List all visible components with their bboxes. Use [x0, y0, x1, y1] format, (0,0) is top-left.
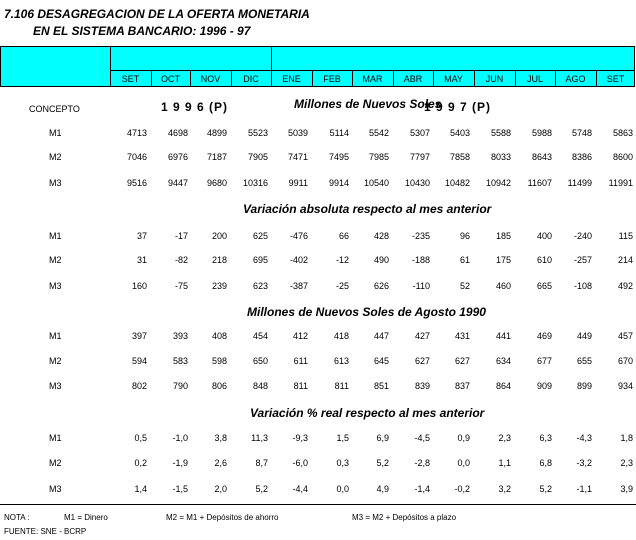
row-label: M2: [49, 356, 62, 366]
table-cell: 0,2: [134, 458, 147, 468]
row-label: M2: [49, 458, 62, 468]
table-cell: 31: [136, 255, 147, 265]
table-cell: -6,0: [292, 458, 308, 468]
table-cell: -9,3: [292, 433, 308, 443]
row-label: M2: [49, 255, 62, 265]
month-divider: [151, 70, 152, 87]
table-cell: 677: [536, 356, 552, 366]
table-cell: 11499: [567, 178, 592, 188]
table-cell: 11,3: [251, 433, 268, 443]
header-bottom-border: [0, 86, 635, 87]
table-cell: 5,2: [255, 484, 268, 494]
table-cell: 8600: [612, 152, 633, 162]
table-cell: 5588: [490, 128, 511, 138]
table-cell: 2,3: [620, 458, 633, 468]
table-cell: 449: [576, 331, 592, 341]
section-title: Variación % real respecto al mes anterior: [250, 406, 485, 420]
table-cell: 412: [292, 331, 308, 341]
table-cell: 218: [211, 255, 227, 265]
table-cell: 627: [454, 356, 470, 366]
table-cell: 5,2: [376, 458, 389, 468]
table-cell: -110: [412, 281, 430, 291]
table-cell: 9914: [328, 178, 349, 188]
table-cell: 8,7: [255, 458, 268, 468]
table-cell: 428: [373, 231, 389, 241]
table-cell: 66: [338, 231, 349, 241]
table-cell: 2,6: [214, 458, 227, 468]
table-cell: 665: [536, 281, 552, 291]
table-cell: 5307: [409, 128, 430, 138]
section-title: Millones de Nuevos Soles de Agosto 1990: [247, 305, 486, 319]
table-cell: 1,4: [134, 484, 147, 494]
table-cell: 5542: [368, 128, 389, 138]
table-cell: 431: [454, 331, 470, 341]
table-cell: 6,9: [376, 433, 389, 443]
table-cell: 0,9: [457, 433, 470, 443]
note-m3: M3 = M2 + Depósitos a plazo: [352, 513, 457, 522]
table-cell: 6,3: [539, 433, 552, 443]
table-cell: 7471: [287, 152, 308, 162]
table-cell: -82: [174, 255, 188, 265]
note-label: NOTA :: [4, 513, 30, 522]
table-cell: 811: [334, 381, 349, 391]
section-title: Variación absoluta respecto al mes anterior: [243, 202, 492, 216]
table-cell: 1,1: [498, 458, 511, 468]
table-cell: 457: [617, 331, 633, 341]
table-cell: 160: [131, 281, 147, 291]
table-cell: 5039: [287, 128, 308, 138]
table-cell: 4899: [206, 128, 227, 138]
table-cell: 200: [211, 231, 227, 241]
table-cell: 583: [172, 356, 188, 366]
table-cell: -402: [289, 255, 308, 265]
month-divider: [231, 70, 232, 87]
table-cell: 611: [293, 356, 308, 366]
header-top-border: [0, 46, 635, 47]
row-label: M3: [49, 281, 62, 291]
month-header: NOV: [200, 74, 221, 84]
table-cell: 3,8: [214, 433, 227, 443]
month-header: ABR: [403, 74, 423, 84]
table-cell: -108: [573, 281, 592, 291]
table-cell: -0,2: [454, 484, 470, 494]
month-divider: [515, 70, 516, 87]
table-cell: 11991: [608, 178, 633, 188]
table-cell: 864: [495, 381, 511, 391]
table-cell: 469: [536, 331, 552, 341]
table-cell: 7858: [449, 152, 470, 162]
table-cell: 909: [536, 381, 552, 391]
month-divider: [596, 70, 597, 87]
month-divider: [352, 70, 353, 87]
table-cell: 418: [333, 331, 349, 341]
row-label: M1: [49, 231, 62, 241]
table-cell: 655: [576, 356, 592, 366]
table-cell: 4698: [167, 128, 188, 138]
table-cell: 1,5: [336, 433, 349, 443]
table-cell: -235: [411, 231, 430, 241]
table-cell: 0,0: [457, 458, 470, 468]
table-cell: 610: [536, 255, 552, 265]
table-cell: -257: [573, 255, 592, 265]
table-cell: 6976: [167, 152, 188, 162]
note-m2: M2 = M1 + Depósitos de ahorro: [166, 513, 279, 522]
source-note: FUENTE: SNE - BCRP: [4, 527, 87, 536]
row-label: M2: [49, 152, 62, 162]
table-cell: 0,3: [336, 458, 349, 468]
header-left-border: [0, 46, 1, 87]
table-cell: 837: [454, 381, 470, 391]
table-cell: 594: [131, 356, 147, 366]
table-cell: 934: [617, 381, 633, 391]
table-cell: 447: [373, 331, 389, 341]
section-title: Millones de Nuevos Soles: [294, 97, 442, 111]
table-cell: 8033: [490, 152, 511, 162]
table-cell: 7495: [328, 152, 349, 162]
table-cell: -1,9: [172, 458, 188, 468]
table-cell: 397: [131, 331, 147, 341]
table-cell: -2,8: [414, 458, 430, 468]
table-cell: 5,2: [539, 484, 552, 494]
table-cell: -4,5: [414, 433, 430, 443]
table-cell: 3,9: [620, 484, 633, 494]
table-cell: 650: [252, 356, 268, 366]
table-cell: 175: [495, 255, 511, 265]
table-cell: -387: [289, 281, 308, 291]
table-cell: 393: [172, 331, 188, 341]
table-cell: 10430: [404, 178, 430, 188]
table-cell: 52: [459, 281, 470, 291]
table-cell: 670: [617, 356, 633, 366]
table-cell: 96: [459, 231, 470, 241]
table-cell: 7797: [409, 152, 430, 162]
table-cell: -12: [335, 255, 349, 265]
table-cell: 10540: [363, 178, 389, 188]
month-divider: [190, 70, 191, 87]
table-cell: 5748: [571, 128, 592, 138]
table-cell: 454: [252, 331, 268, 341]
row-label: M3: [49, 178, 62, 188]
month-header: DIC: [243, 74, 259, 84]
table-cell: 8643: [531, 152, 552, 162]
month-divider: [312, 70, 313, 87]
table-cell: 441: [495, 331, 511, 341]
table-cell: -1,1: [576, 484, 592, 494]
table-cell: 9516: [126, 178, 147, 188]
table-cell: 11607: [527, 178, 552, 188]
month-divider: [555, 70, 556, 87]
month-header: ENE: [282, 74, 301, 84]
table-cell: 626: [373, 281, 389, 291]
table-cell: 9911: [288, 178, 308, 188]
table-cell: 9447: [167, 178, 188, 188]
table-cell: 490: [373, 255, 389, 265]
table-cell: 848: [252, 381, 268, 391]
table-cell: -3,2: [576, 458, 592, 468]
table-cell: 7985: [368, 152, 389, 162]
table-cell: 408: [211, 331, 227, 341]
table-cell: -1,4: [414, 484, 430, 494]
header-year-divider: [110, 70, 635, 71]
table-cell: 6,8: [539, 458, 552, 468]
table-cell: 645: [373, 356, 389, 366]
row-label: M1: [49, 433, 62, 443]
table-cell: -240: [573, 231, 592, 241]
table-cell: 5988: [531, 128, 552, 138]
month-header: FEB: [323, 74, 341, 84]
row-label: M3: [49, 484, 62, 494]
table-cell: -75: [174, 281, 188, 291]
table-cell: 460: [495, 281, 511, 291]
table-cell: 5114: [329, 128, 349, 138]
note-m1: M1 = Dinero: [64, 513, 108, 522]
footer-divider: [0, 504, 636, 505]
table-cell: 492: [617, 281, 633, 291]
month-header: JUN: [485, 74, 504, 84]
table-cell: 623: [252, 281, 268, 291]
table-cell: 115: [618, 231, 633, 241]
table-cell: 10482: [444, 178, 470, 188]
table-cell: 185: [495, 231, 511, 241]
table-cell: -4,4: [292, 484, 308, 494]
table-cell: 7905: [247, 152, 268, 162]
table-cell: -1,5: [172, 484, 188, 494]
table-cell: 802: [131, 381, 147, 391]
table-cell: -17: [174, 231, 188, 241]
row-label: M1: [49, 128, 62, 138]
table-cell: 625: [252, 231, 268, 241]
table-cell: 10316: [242, 178, 268, 188]
table-cell: 7187: [206, 152, 227, 162]
table-cell: 400: [536, 231, 552, 241]
table-cell: 2,3: [498, 433, 511, 443]
month-header: SET: [121, 74, 140, 84]
table-cell: 634: [495, 356, 511, 366]
row-label: M3: [49, 381, 62, 391]
table-cell: 214: [617, 255, 633, 265]
month-divider: [474, 70, 475, 87]
table-cell: -1,0: [172, 433, 188, 443]
row-label: M1: [49, 331, 62, 341]
table-cell: 695: [252, 255, 268, 265]
table-cell: 8386: [571, 152, 592, 162]
month-header: MAY: [444, 74, 463, 84]
month-header: SET: [606, 74, 625, 84]
table-cell: 37: [136, 231, 147, 241]
table-cell: 4713: [126, 128, 147, 138]
table-cell: 790: [172, 381, 188, 391]
table-cell: 851: [373, 381, 389, 391]
table-cell: -4,3: [576, 433, 592, 443]
year-1996-header: 1 9 9 6 (P): [161, 100, 229, 114]
month-divider: [433, 70, 434, 87]
table-cell: 7046: [126, 152, 147, 162]
table-cell: 598: [211, 356, 227, 366]
table-cell: -25: [335, 281, 349, 291]
table-title: 7.106 DESAGREGACION DE LA OFERTA MONETARIA: [4, 7, 310, 21]
table-cell: 1,8: [620, 433, 633, 443]
table-cell: 4,9: [376, 484, 389, 494]
table-cell: 0,0: [336, 484, 349, 494]
table-cell: 806: [211, 381, 227, 391]
table-cell: -476: [289, 231, 308, 241]
table-cell: 5863: [612, 128, 633, 138]
table-cell: 61: [459, 255, 470, 265]
table-cell: 839: [414, 381, 430, 391]
month-divider: [393, 70, 394, 87]
table-cell: 0,5: [134, 433, 147, 443]
table-cell: -188: [411, 255, 430, 265]
month-header: AGO: [565, 74, 586, 84]
table-cell: 5523: [247, 128, 268, 138]
table-cell: 2,0: [214, 484, 227, 494]
table-cell: 5403: [449, 128, 470, 138]
month-header: OCT: [161, 74, 180, 84]
table-cell: 9680: [206, 178, 227, 188]
year-1997-header: 1 9 9 7 (P): [424, 100, 492, 114]
table-cell: 239: [211, 281, 227, 291]
table-subtitle: EN EL SISTEMA BANCARIO: 1996 - 97: [33, 24, 251, 38]
month-header: MAR: [362, 74, 383, 84]
table-cell: 10942: [485, 178, 511, 188]
table-cell: 427: [414, 331, 430, 341]
concept-header: CONCEPTO: [29, 104, 80, 114]
table-cell: 811: [293, 381, 308, 391]
table-cell: 613: [333, 356, 349, 366]
table-cell: 3,2: [498, 484, 511, 494]
month-header: JUL: [526, 74, 543, 84]
table-cell: 899: [576, 381, 592, 391]
table-cell: 627: [414, 356, 430, 366]
